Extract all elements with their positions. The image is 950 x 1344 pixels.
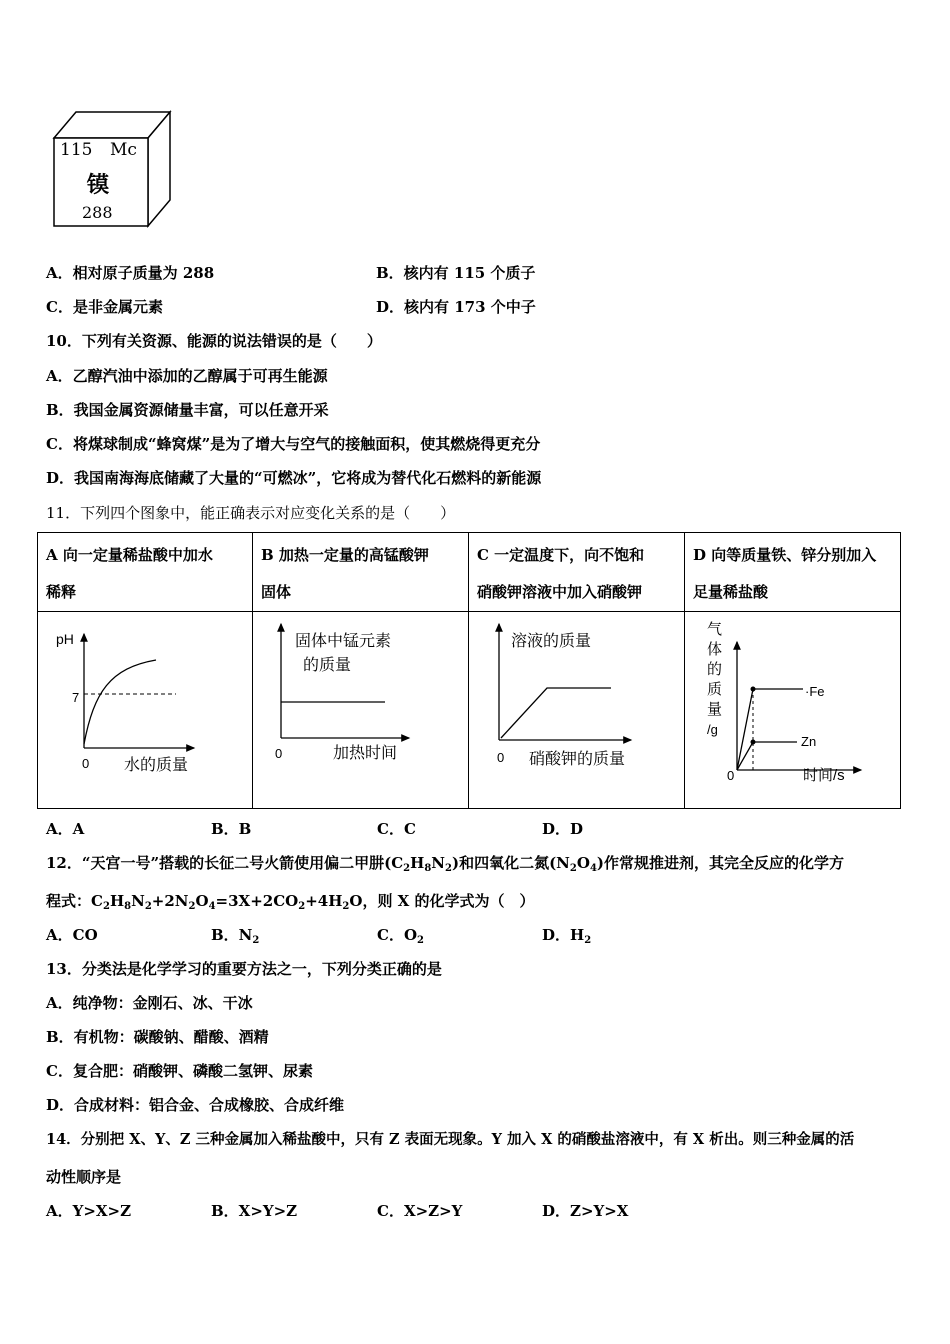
q11-option-b[interactable]: B．B [211,820,252,838]
graph-d-fe-label: ·Fe [805,684,825,699]
graph-c [469,612,684,808]
q14-option-c[interactable]: C．X>Z>Y [377,1202,463,1220]
graph-a-curve [84,660,156,744]
graph-d-ylabel-4: 量 [707,701,723,718]
graph-d-zn-point [751,740,756,745]
q12-option-d[interactable]: D．$H_2$ [542,926,592,946]
graph-c-origin: 0 [497,750,505,765]
q13-stem: 13．分类法是化学学习的重要方法之一，下列分类正确的是 [46,960,442,978]
q12-option-a[interactable]: A．CO [46,926,98,944]
q13-option-d[interactable]: D．合成材料：铝合金、合成橡胶、合成纤维 [46,1096,345,1114]
element-mass: 288 [82,203,113,222]
graph-a [38,612,252,808]
graph-d-xlabel: 时间/s [803,767,845,784]
q14-stem-1: 14．分别把 X、Y、Z 三种金属加入稀盐酸中，只有 Z 表面无现象。Y 加入 X 的硝酸盐溶液中，有 X 析出。则三种金属的活 [46,1131,855,1148]
graph-d-ylabel-5: /g [707,722,718,737]
graph-d-fe-point [751,687,756,692]
q11-option-d[interactable]: D．D [542,820,584,838]
q10-option-a[interactable]: A．乙醇汽油中添加的乙醇属于可再生能源 [46,367,328,385]
element-name: 镆 [87,172,110,198]
q13-option-c[interactable]: C．复合肥：硝酸钾、磷酸二氢钾、尿素 [46,1062,313,1080]
graph-a-ylabel: pH [56,631,74,647]
element-card-cube [52,108,174,228]
q12-equation: $C_2H_8N_2+2N_2O_4=3X+2CO_2+4H_2O$ [91,892,363,912]
graph-d-ylabel-0: 气 [707,621,723,638]
graph-c-ylabel: 溶液的质量 [511,633,592,650]
q11-header-a: A 向一定量稀盐酸中加水 稀释 [46,546,213,601]
q11-table [37,532,901,809]
graph-c-line [501,688,611,738]
q10-stem: 10．下列有关资源、能源的说法错误的是（ ） [46,332,382,350]
q9-option-c[interactable]: C．是非金属元素 [46,298,163,316]
q12-option-b[interactable]: B．$N_2$ [211,926,260,946]
q11-option-a[interactable]: A．A [46,820,85,838]
q9-option-a[interactable]: A．相对原子质量为 288 [46,264,215,282]
element-symbol: Mc [110,140,137,160]
graph-d [685,612,900,808]
graph-a-xlabel: 水的质量 [124,757,189,774]
q9-option-d[interactable]: D．核内有 173 个中子 [376,298,536,316]
q10-option-c[interactable]: C．将煤球制成“蜂窝煤”是为了增大与空气的接触面积，使其燃烧得更充分 [46,435,541,453]
q12-option-c[interactable]: C．$O_2$ [377,926,424,946]
graph-d-zn-label: Zn [801,734,817,749]
graph-a-ref-label: 7 [72,690,80,705]
q13-option-b[interactable]: B．有机物：碳酸钠、醋酸、酒精 [46,1028,269,1046]
graph-d-origin: 0 [727,768,735,783]
q12-stem: 12．“天宫一号”搭载的长征二号火箭使用偏二甲肼$(C_2H_8N_2)$和四氧化二氮$(N_2O_4)$作常规推进剂，其完全反应的化学方 [46,854,845,874]
q14-stem-2: 动性顺序是 [46,1168,122,1186]
graph-c-xlabel: 硝酸钾的质量 [529,751,626,768]
graph-d-ylabel-1: 体 [707,641,723,658]
graph-a-origin: 0 [82,756,90,771]
q11-option-c[interactable]: C．C [377,820,416,838]
q11-header-d: D 向等质量铁、锌分别加入 足量稀盐酸 [693,546,877,601]
element-number: 115 [60,140,93,160]
q11-header-b: B 加热一定量的高锰酸钾 固体 [261,546,429,601]
graph-b-origin: 0 [275,746,283,761]
q11-stem: 11．下列四个图象中，能正确表示对应变化关系的是（ ） [46,504,456,522]
q14-option-d[interactable]: D．Z>Y>X [542,1202,629,1220]
q9-option-b[interactable]: B．核内有 115 个质子 [376,264,536,282]
q14-option-a[interactable]: A．Y>X>Z [46,1202,132,1220]
q10-option-b[interactable]: B．我国金属资源储量丰富，可以任意开采 [46,401,329,419]
graph-b-ylabel-2: 的质量 [303,657,352,674]
graph-d-ylabel-2: 的 [707,661,723,678]
graph-b-xlabel: 加热时间 [333,745,398,762]
q12-equation-line: 程式：$C_2H_8N_2+2N_2O_4=3X+2CO_2+4H_2O$，则 X 的化学式为（ ） [46,892,535,912]
graph-d-fe-line [737,689,803,770]
graph-b-ylabel-1: 固体中锰元素 [295,633,392,650]
q13-option-a[interactable]: A．纯净物：金刚石、冰、干冰 [46,994,253,1012]
q10-option-d[interactable]: D．我国南海海底储藏了大量的“可燃冰”，它将成为替代化石燃料的新能源 [46,469,542,487]
q14-option-b[interactable]: B．X>Y>Z [211,1202,298,1220]
element-card [52,108,174,228]
graph-d-zn-line [737,742,797,770]
graph-d-ylabel-3: 质 [707,681,723,698]
graph-b [253,612,468,808]
q11-header-c: C 一定温度下，向不饱和 硝酸钾溶液中加入硝酸钾 [477,546,645,601]
